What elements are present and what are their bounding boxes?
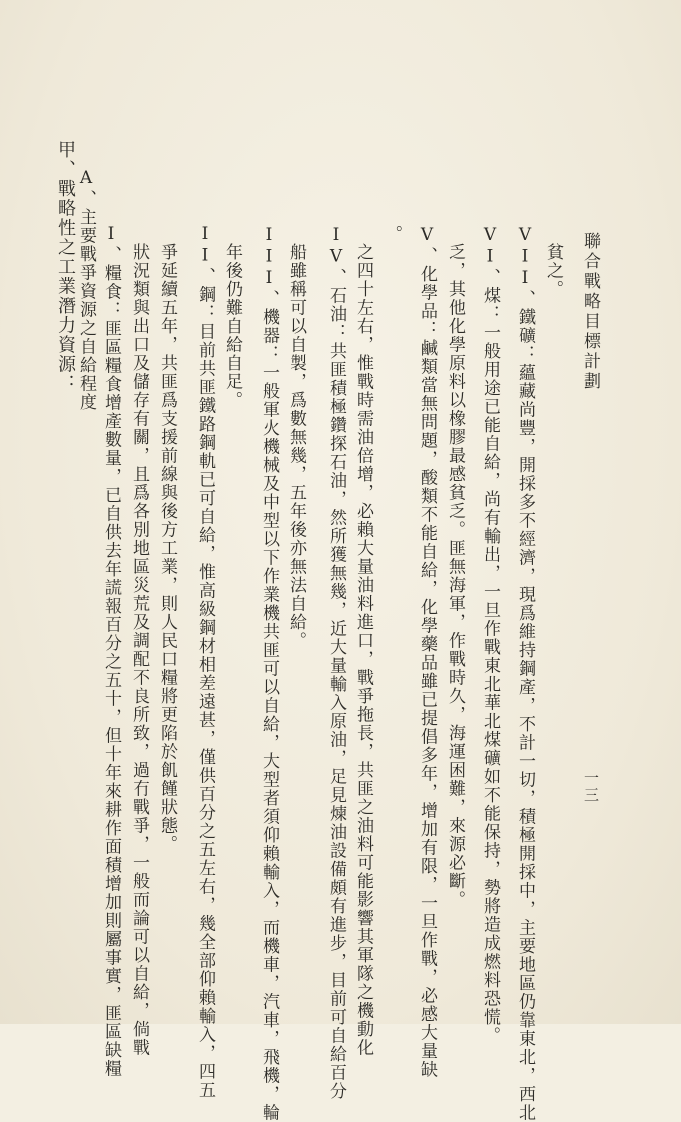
- text-column: 之四十左右，惟戰時需油倍增，必賴大量油料進口，戰爭拖長，共匪之油料可能影響其軍隊之機動化: [353, 243, 373, 1057]
- text-column: I、糧食：匪區糧食增產數量，已自供去年謊報百分之五十，但十年來耕作面積增加則屬事實，匪區缺糧: [101, 224, 121, 1078]
- text-column: VI、煤：一般用途已能自給，尚有輸出，一旦作戰東北華北煤礦如不能保持，勢將造成燃料恐慌。: [480, 225, 500, 1045]
- text-column: 。: [382, 225, 402, 244]
- text-column: 貧之。: [543, 243, 563, 299]
- text-column: V、化學品：鹹類當無問題，酸類不能自給，化學藥品雖已提倡多年，增加有限，一旦作戰，必感大量缺: [417, 225, 437, 1079]
- text-column: III、機器：一般軍火機械及中型以下作業機共匪可以自給，大型者須仰賴輸入，而機車，汽車，飛機，輪: [259, 225, 279, 1122]
- text-column: 船雖稱可以自製，爲數無幾，五年後亦無法自給。: [286, 243, 306, 650]
- subsection-heading: A、主要戰爭資源之自給程度: [76, 168, 96, 412]
- text-column: 狀況類與出口及儲存有關，且爲各別地區災荒及調配不良所致，過冇戰爭，一般而論可以自給，倘戰: [129, 243, 149, 1057]
- text-column: IV、石油：共匪積極鑽探石油，然所獲無幾，近大量輸入原油，足見煉油設備頗有進步，目前可自給百分: [326, 225, 346, 1101]
- text-column: II、鋼：目前共匪鐵路鋼軌已可自給，惟高級鋼材相差遠甚，僅供百分之五左右，幾全部仰賴輸入，四五: [195, 224, 215, 1100]
- text-column: 爭延續五年，共匪爲支援前線與後方工業，則人民口糧將更陷於飢饉狀態。: [157, 243, 177, 854]
- document-footer: 聯合戰略目標計劃: [580, 232, 600, 392]
- page-number: 一三: [582, 770, 600, 804]
- text-column: 年後仍難自給自足。: [222, 243, 242, 410]
- text-column: VII、鐵礦：蘊藏尚豐，開採多不經濟，現爲維持鋼產，不計一切，積極開採中，主要地區仍靠東北，西北: [515, 225, 535, 1122]
- text-column: 乏，其他化學原料以橡膠最感貧乏。匪無海軍，作戰時久，海運困難，來源必斷。: [445, 243, 465, 909]
- section-heading: 甲、戰略性之工業潛力資源：: [55, 140, 76, 394]
